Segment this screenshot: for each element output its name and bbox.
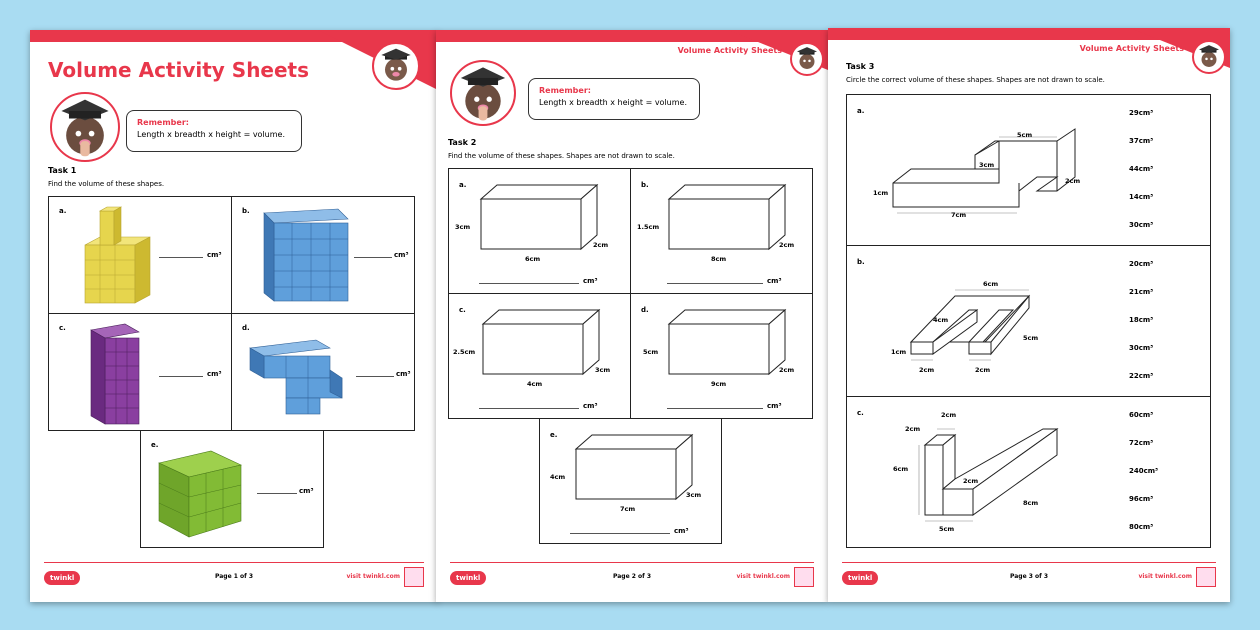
answer-unit: cm³: [583, 277, 598, 285]
dimension-label: 2cm: [905, 425, 921, 433]
question-label: c.: [857, 409, 864, 417]
question-label: e.: [550, 431, 558, 439]
step-prism-drawing: [887, 125, 1087, 221]
question-cell-c: [448, 293, 631, 419]
question-cell-e: [140, 430, 324, 548]
quality-badge-icon: [404, 567, 424, 587]
task-label: Task 2: [448, 138, 477, 147]
blue-irregular-cube-shape: [246, 334, 350, 418]
depth-label: 2cm: [593, 241, 609, 249]
answer-option[interactable]: 240cm³: [1129, 467, 1159, 475]
dimension-label: 5cm: [939, 525, 955, 533]
answer-option[interactable]: 96cm³: [1129, 495, 1154, 503]
twinkl-logo: twinkl: [450, 571, 486, 585]
task-label: Task 3: [846, 62, 875, 71]
cuboid-drawing: [479, 183, 599, 253]
answer-option[interactable]: 30cm³: [1129, 344, 1154, 352]
question-label: b.: [242, 207, 250, 215]
dimension-label: 2cm: [941, 411, 957, 419]
question-cell-b: [630, 168, 813, 294]
cuboid-drawing: [667, 183, 787, 253]
answer-line[interactable]: [570, 533, 670, 534]
answer-option[interactable]: 14cm³: [1129, 193, 1154, 201]
cuboid-drawing: [667, 308, 787, 378]
length-label: 4cm: [527, 380, 543, 388]
task-instruction: Circle the correct volume of these shapes. Shapes are not drawn to scale.: [846, 76, 1105, 84]
answer-option[interactable]: 20cm³: [1129, 260, 1154, 268]
remember-text: Length x breadth x height = volume.: [539, 98, 688, 107]
page-number: Page 2 of 3: [613, 573, 651, 580]
blue-cube-block-shape: [252, 205, 352, 309]
cuboid-drawing: [481, 308, 601, 378]
dimension-label: 2cm: [919, 366, 935, 374]
activity-sheet-page-3: [828, 28, 1230, 602]
question-label: b.: [641, 181, 649, 189]
answer-line[interactable]: [667, 283, 763, 284]
height-label: 1.5cm: [637, 223, 660, 231]
activity-sheet-page-1: [30, 30, 438, 602]
mole-mascot-icon: [1192, 40, 1226, 74]
activity-sheet-page-2: [436, 30, 828, 602]
remember-title: Remember:: [137, 118, 189, 127]
remember-title: Remember:: [539, 86, 591, 95]
twinkl-logo: twinkl: [44, 571, 80, 585]
dimension-label: 4cm: [933, 316, 949, 324]
question-cell-e: [539, 418, 722, 544]
answer-unit: cm³: [299, 487, 314, 495]
purple-cuboid-shape: [85, 320, 155, 428]
answer-option[interactable]: 29cm³: [1129, 109, 1154, 117]
answer-line[interactable]: [159, 376, 203, 377]
yellow-cube-stack-shape: [75, 205, 155, 309]
answer-unit: cm³: [767, 402, 782, 410]
answer-unit: cm³: [394, 251, 409, 259]
remember-text: Length x breadth x height = volume.: [137, 130, 286, 139]
answer-option[interactable]: 80cm³: [1129, 523, 1154, 531]
question-label: a.: [59, 207, 67, 215]
page-number: Page 1 of 3: [215, 573, 253, 580]
question-row-c: [846, 396, 1211, 548]
dimension-label: 1cm: [891, 348, 907, 356]
answer-option[interactable]: 22cm³: [1129, 372, 1154, 380]
u-shape-prism-drawing: [903, 282, 1053, 372]
footer: [44, 562, 424, 592]
question-cell-c: [48, 313, 232, 431]
depth-label: 2cm: [779, 366, 795, 374]
answer-unit: cm³: [583, 402, 598, 410]
question-label: c.: [59, 324, 66, 332]
answer-option[interactable]: 72cm³: [1129, 439, 1154, 447]
dimension-label: 7cm: [951, 211, 967, 219]
question-label: e.: [151, 441, 159, 449]
depth-label: 2cm: [779, 241, 795, 249]
answer-option[interactable]: 30cm³: [1129, 221, 1154, 229]
page-number: Page 3 of 3: [1010, 573, 1048, 580]
mole-mascot-icon: [372, 42, 420, 90]
page-title: Volume Activity Sheets: [48, 58, 310, 82]
question-label: b.: [857, 258, 865, 266]
question-label: a.: [459, 181, 467, 189]
dimension-label: 2cm: [975, 366, 991, 374]
answer-option[interactable]: 37cm³: [1129, 137, 1154, 145]
footer: [450, 562, 814, 592]
answer-option[interactable]: 18cm³: [1129, 316, 1154, 324]
remember-bubble: [126, 110, 302, 152]
depth-label: 3cm: [686, 491, 702, 499]
question-cell-d: [231, 313, 415, 431]
dimension-label: 5cm: [1017, 131, 1033, 139]
dimension-label: 3cm: [979, 161, 995, 169]
mole-teacher-icon: [450, 60, 516, 126]
answer-line[interactable]: [667, 408, 763, 409]
answer-option[interactable]: 44cm³: [1129, 165, 1154, 173]
green-cube-shape: [155, 447, 245, 539]
question-row-b: [846, 245, 1211, 397]
visit-link[interactable]: visit twinkl.com: [1138, 573, 1192, 580]
answer-option[interactable]: 60cm³: [1129, 411, 1154, 419]
answer-unit: cm³: [207, 251, 222, 259]
answer-line[interactable]: [257, 493, 297, 494]
header-title: Volume Activity Sheets: [677, 46, 782, 55]
cuboid-drawing: [574, 433, 694, 503]
dimension-label: 8cm: [1023, 499, 1039, 507]
dimension-label: 6cm: [893, 465, 909, 473]
question-label: c.: [459, 306, 466, 314]
answer-unit: cm³: [674, 527, 689, 535]
answer-unit: cm³: [207, 370, 222, 378]
task-instruction: Find the volume of these shapes. Shapes are not drawn to scale.: [448, 152, 675, 160]
footer: [842, 562, 1216, 592]
question-row-a: [846, 94, 1211, 246]
height-label: 2.5cm: [453, 348, 476, 356]
quality-badge-icon: [794, 567, 814, 587]
dimension-label: 5cm: [1023, 334, 1039, 342]
visit-link[interactable]: visit twinkl.com: [346, 573, 400, 580]
remember-bubble: [528, 78, 700, 120]
dimension-label: 2cm: [963, 477, 979, 485]
question-cell-a: [48, 196, 232, 314]
task-label: Task 1: [48, 166, 77, 175]
answer-line[interactable]: [356, 376, 394, 377]
length-label: 7cm: [620, 505, 636, 513]
twinkl-logo: twinkl: [842, 571, 878, 585]
mole-teacher-icon: [50, 92, 120, 162]
answer-line[interactable]: [159, 257, 203, 258]
depth-label: 3cm: [595, 366, 611, 374]
height-label: 3cm: [455, 223, 471, 231]
question-cell-a: [448, 168, 631, 294]
height-label: 5cm: [643, 348, 659, 356]
question-cell-d: [630, 293, 813, 419]
height-label: 4cm: [550, 473, 566, 481]
task-instruction: Find the volume of these shapes.: [48, 180, 165, 188]
mole-mascot-icon: [790, 42, 824, 76]
answer-line[interactable]: [354, 257, 392, 258]
length-label: 6cm: [525, 255, 541, 263]
length-label: 8cm: [711, 255, 727, 263]
answer-option[interactable]: 21cm³: [1129, 288, 1154, 296]
question-cell-b: [231, 196, 415, 314]
question-label: a.: [857, 107, 865, 115]
visit-link[interactable]: visit twinkl.com: [736, 573, 790, 580]
header-title: Volume Activity Sheets: [1079, 44, 1184, 53]
answer-unit: cm³: [396, 370, 411, 378]
answer-line[interactable]: [479, 283, 579, 284]
answer-line[interactable]: [479, 408, 579, 409]
length-label: 9cm: [711, 380, 727, 388]
quality-badge-icon: [1196, 567, 1216, 587]
answer-unit: cm³: [767, 277, 782, 285]
dimension-label: 2cm: [1065, 177, 1081, 185]
dimension-label: 6cm: [983, 280, 999, 288]
l-shape-prism-drawing: [917, 421, 1067, 525]
question-label: d.: [242, 324, 250, 332]
question-label: d.: [641, 306, 649, 314]
dimension-label: 1cm: [873, 189, 889, 197]
